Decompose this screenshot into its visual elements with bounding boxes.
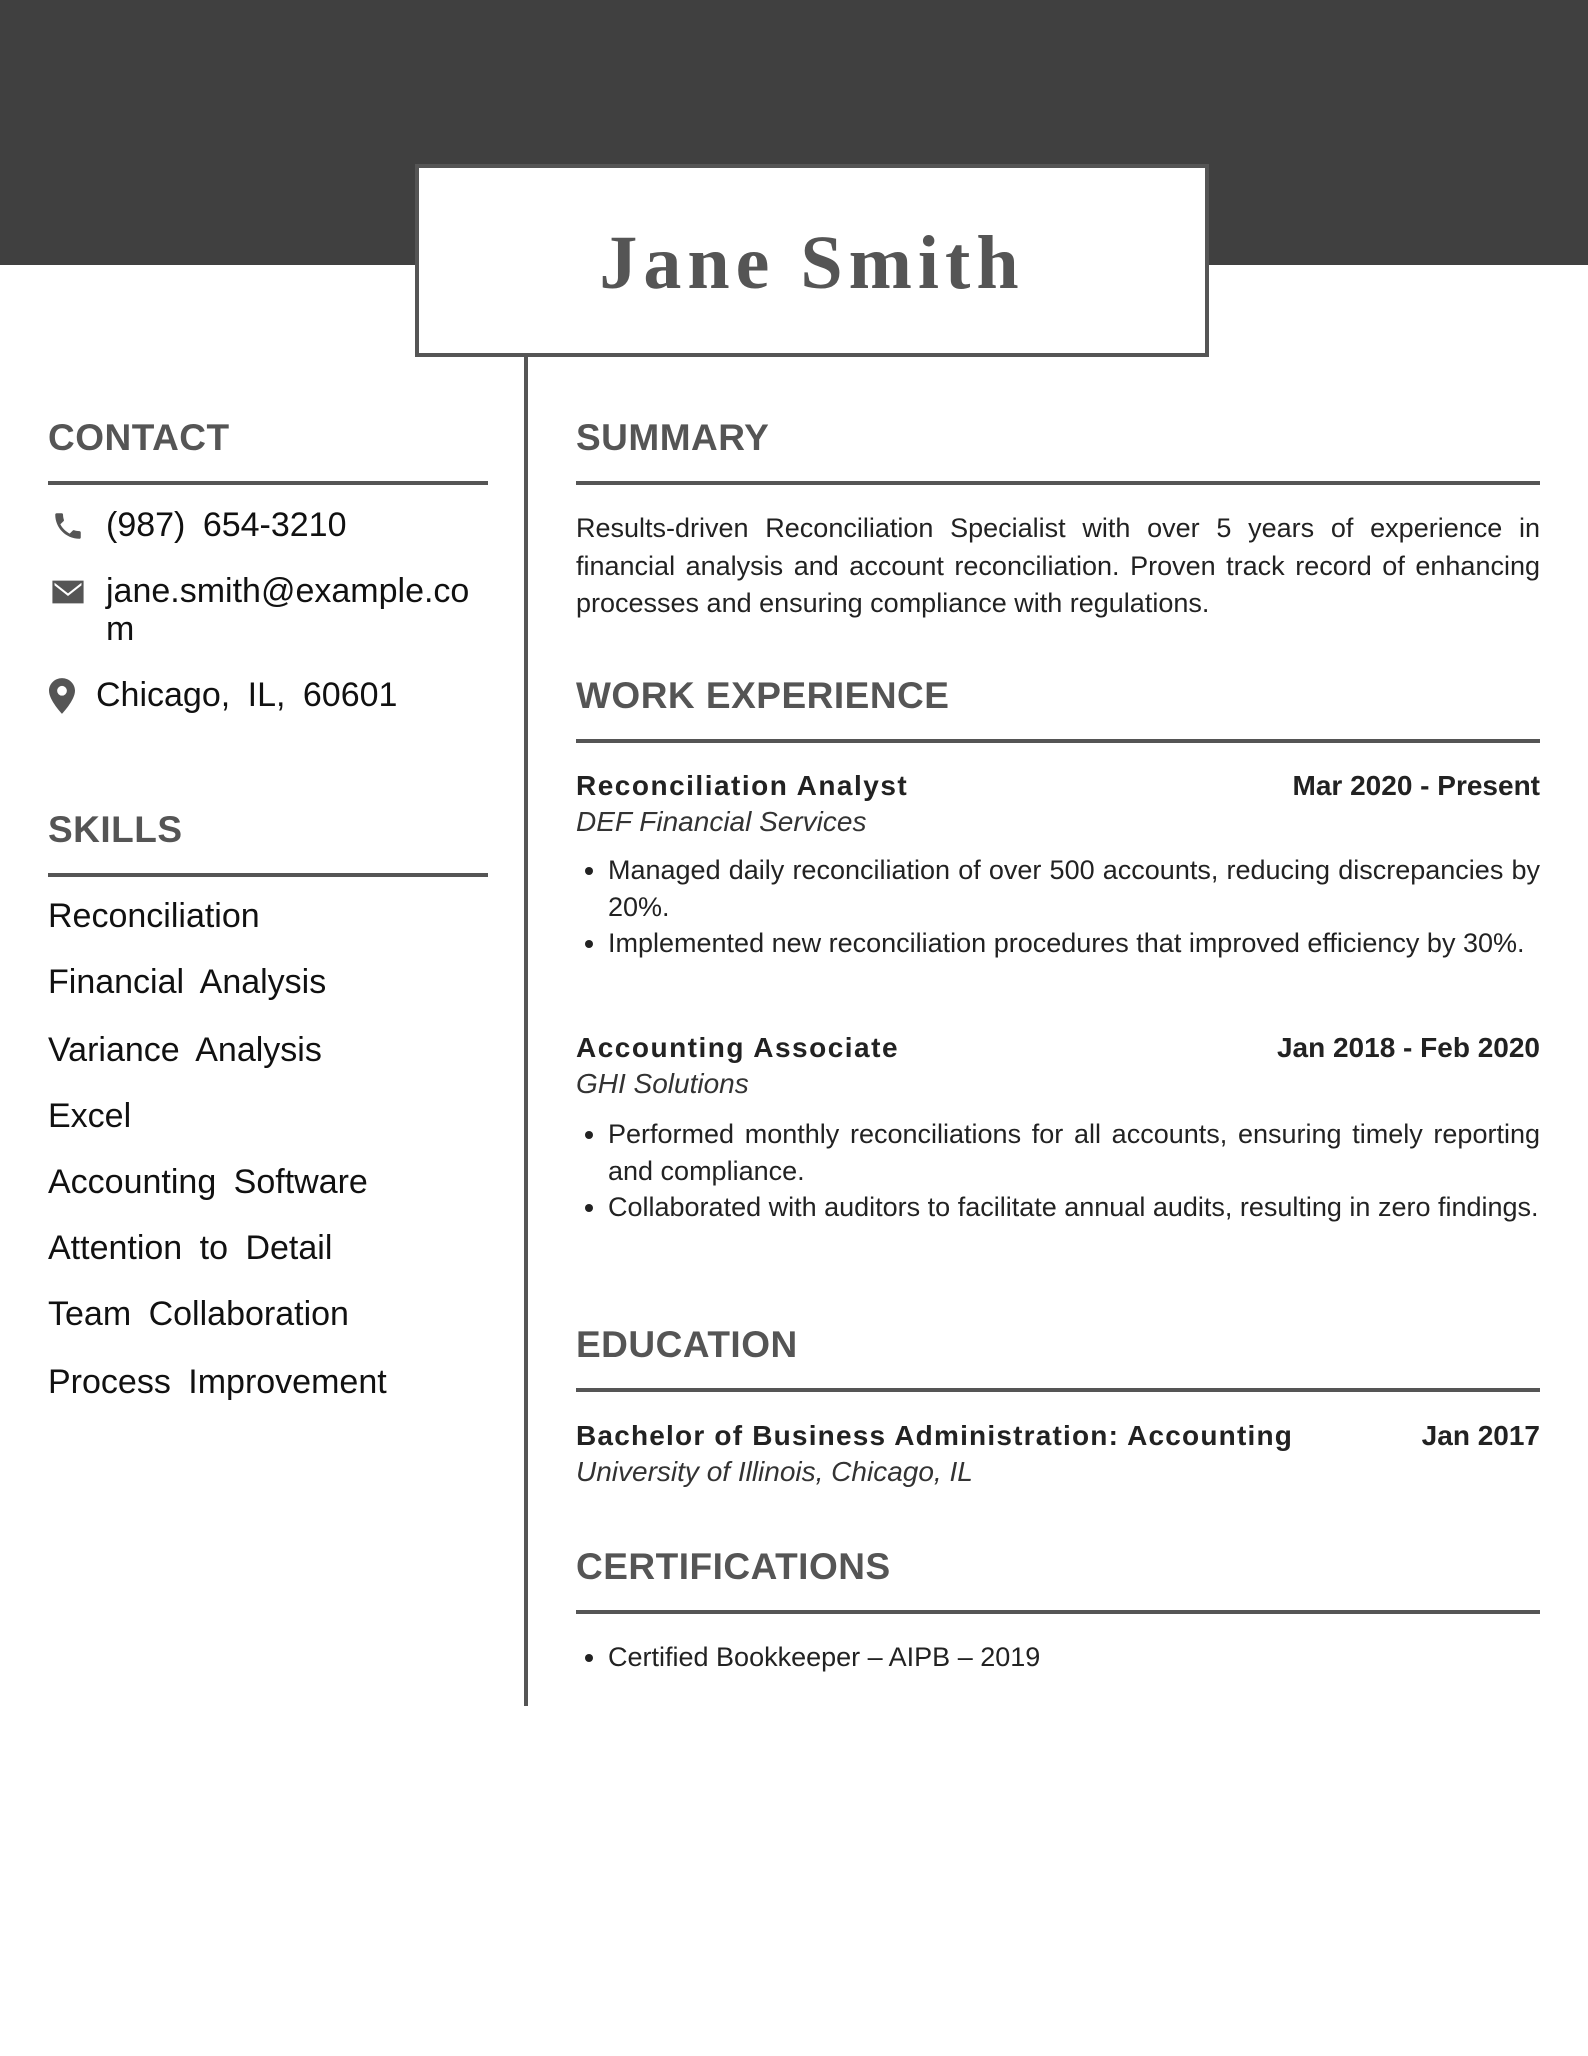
skill-item: Accounting Software — [48, 1163, 368, 1201]
skill-item: Reconciliation — [48, 897, 260, 935]
school: University of Illinois, Chicago, IL — [576, 1456, 973, 1487]
phone-icon — [48, 506, 88, 546]
skill-item: Team Collaboration — [48, 1295, 349, 1333]
certifications-heading: CERTIFICATIONS — [576, 1546, 891, 1587]
education-heading: EDUCATION — [576, 1324, 798, 1365]
skills-rule — [48, 873, 488, 877]
contact-email — [48, 572, 488, 648]
email-address: jane.smith@example.com — [106, 572, 470, 648]
education-rule — [576, 1388, 1540, 1392]
summary-text: Results-driven Reconciliation Specialist with over 5 years of experience in financial analysis and account reconciliation. Proven track record of enhancing processes and ensuring compliance with regulations. — [576, 513, 1540, 618]
map-pin-icon — [48, 676, 76, 716]
education-date: Jan 2017 — [1421, 1420, 1540, 1451]
degree: Bachelor of Business Administration: Accounting — [576, 1420, 1294, 1451]
certification-item: • Certified Bookkeeper – AIPB – 2019 — [608, 1639, 1540, 1676]
name-box — [415, 164, 1209, 357]
bullet-item: • Implemented new reconciliation procedures that improved efficiency by 30%. — [608, 925, 1540, 962]
work-heading: WORK EXPERIENCE — [576, 675, 950, 716]
bullet-item: • Performed monthly reconciliations for all accounts, ensuring timely reporting and compliance. — [608, 1116, 1540, 1189]
location-text: Chicago, IL, 60601 — [96, 676, 398, 714]
summary-heading: SUMMARY — [576, 417, 770, 458]
contact-phone — [48, 506, 488, 546]
contact-rule — [48, 481, 488, 485]
skill-item: Variance Analysis — [48, 1031, 322, 1069]
job-bullets — [576, 1116, 1540, 1226]
envelope-icon — [48, 572, 88, 612]
summary-rule — [576, 481, 1540, 485]
skill-item: Financial Analysis — [48, 963, 327, 1001]
contact-heading: CONTACT — [48, 417, 230, 458]
candidate-name: Jane Smith — [599, 221, 1025, 305]
job-bullets — [576, 852, 1540, 962]
skill-item: Process Improvement — [48, 1363, 387, 1401]
bullet-item: • Collaborated with auditors to facilitate annual audits, resulting in zero findings. — [608, 1189, 1540, 1226]
column-divider — [524, 357, 528, 1706]
job-company: DEF Financial Services — [576, 806, 867, 837]
job-company: GHI Solutions — [576, 1068, 749, 1099]
job-header — [576, 770, 1540, 802]
job-dates: Jan 2018 - Feb 2020 — [1276, 1032, 1540, 1063]
job-header — [576, 1032, 1540, 1064]
phone-number: (987) 654-3210 — [106, 506, 347, 544]
skill-item: Attention to Detail — [48, 1229, 333, 1267]
certifications-rule — [576, 1610, 1540, 1614]
skill-item: Excel — [48, 1097, 132, 1135]
work-rule — [576, 739, 1540, 743]
bullet-item: • Managed daily reconciliation of over 500 accounts, reducing discrepancies by 20%. — [608, 852, 1540, 925]
job-title: Accounting Associate — [576, 1032, 900, 1063]
certification-list — [576, 1639, 1540, 1676]
job-title: Reconciliation Analyst — [576, 770, 909, 801]
education-header — [576, 1420, 1540, 1452]
job-dates: Mar 2020 - Present — [1292, 770, 1540, 801]
skills-heading: SKILLS — [48, 809, 183, 850]
contact-location — [48, 676, 488, 716]
